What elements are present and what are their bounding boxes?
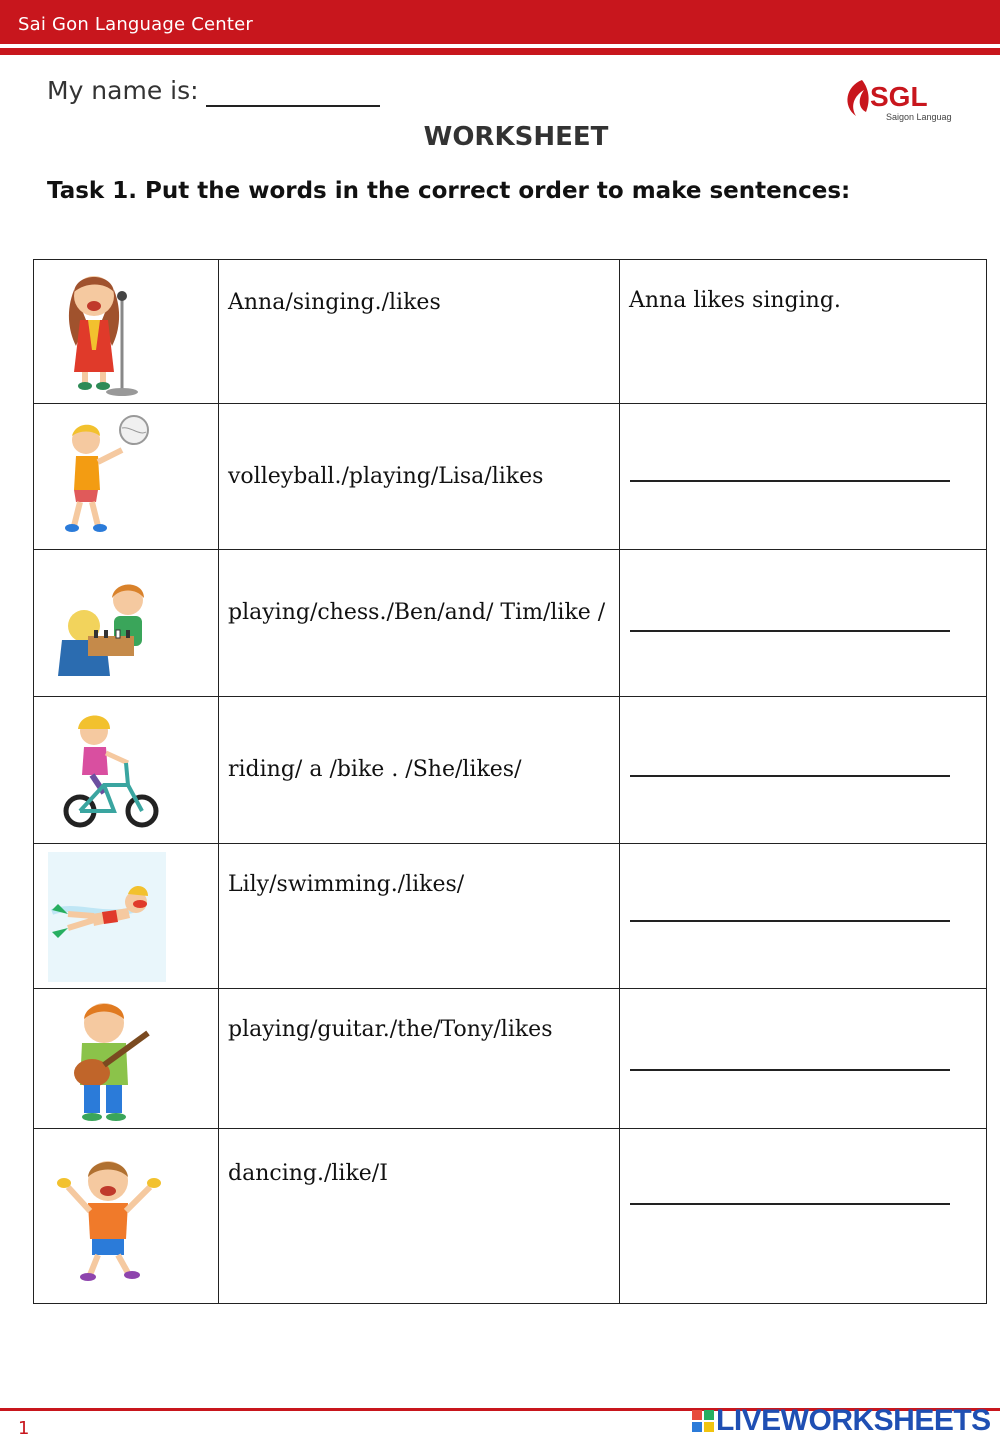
task-instruction: Task 1. Put the words in the correct order to make sentences: [47,178,851,204]
page-number: 1 [18,1418,30,1439]
answer-blank[interactable] [630,775,950,777]
picture-cell [34,550,219,697]
answer-blank[interactable] [630,480,950,482]
table-row [34,844,987,989]
boy-dancing-icon [54,1147,166,1287]
boy-guitar-icon [56,993,168,1125]
boys-chess-icon [54,560,164,688]
answer-blank[interactable] [630,920,950,922]
name-prompt: My name is: [47,76,199,105]
scrambled-words: Anna/singing./likes [228,290,441,315]
picture-cell [34,697,219,844]
exercise-table [33,259,987,1304]
table-row [34,550,987,697]
name-blank[interactable] [206,105,380,107]
liveworksheets-wordmark: LIVEWORKSHEETS [716,1404,991,1437]
answer-blank[interactable] [630,630,950,632]
scrambled-words: dancing./like/I [228,1161,388,1186]
liveworksheets-logo [692,1404,991,1438]
table-row [34,1129,987,1304]
picture-cell [34,260,219,404]
table-row [34,260,987,404]
logo-brand: SGL [870,81,928,112]
scrambled-words: Lily/swimming./likes/ [228,872,465,897]
answer-blank[interactable] [630,1069,950,1071]
answer-blank[interactable] [630,1203,950,1205]
scrambled-words: riding/ a /bike . /She/likes/ [228,757,522,782]
picture-cell [34,844,219,989]
table-row [34,404,987,550]
picture-cell [34,404,219,550]
scrambled-words: playing/guitar./the/Tony/likes [228,1017,553,1042]
logo-tagline: Saigon Language [886,112,952,122]
girl-swimming-icon [48,852,166,982]
picture-cell [34,1129,219,1304]
answer-text: Anna likes singing. [629,288,841,313]
liveworksheets-blocks-icon [692,1408,716,1434]
worksheet-title: WORKSHEET [423,122,609,152]
picture-cell [34,989,219,1129]
scrambled-words: playing/chess./Ben/and/ Tim/like / [228,600,606,625]
girl-volleyball-icon [52,408,164,540]
table-row [34,697,987,844]
girl-bike-icon [58,701,170,833]
center-name: Sai Gon Language Center [18,14,254,35]
header-divider [0,48,1000,55]
girl-singing-icon [52,260,162,404]
header-bar [0,0,1000,44]
scrambled-words: volleyball./playing/Lisa/likes [228,464,544,489]
table-row [34,989,987,1129]
sgl-logo [840,76,952,124]
